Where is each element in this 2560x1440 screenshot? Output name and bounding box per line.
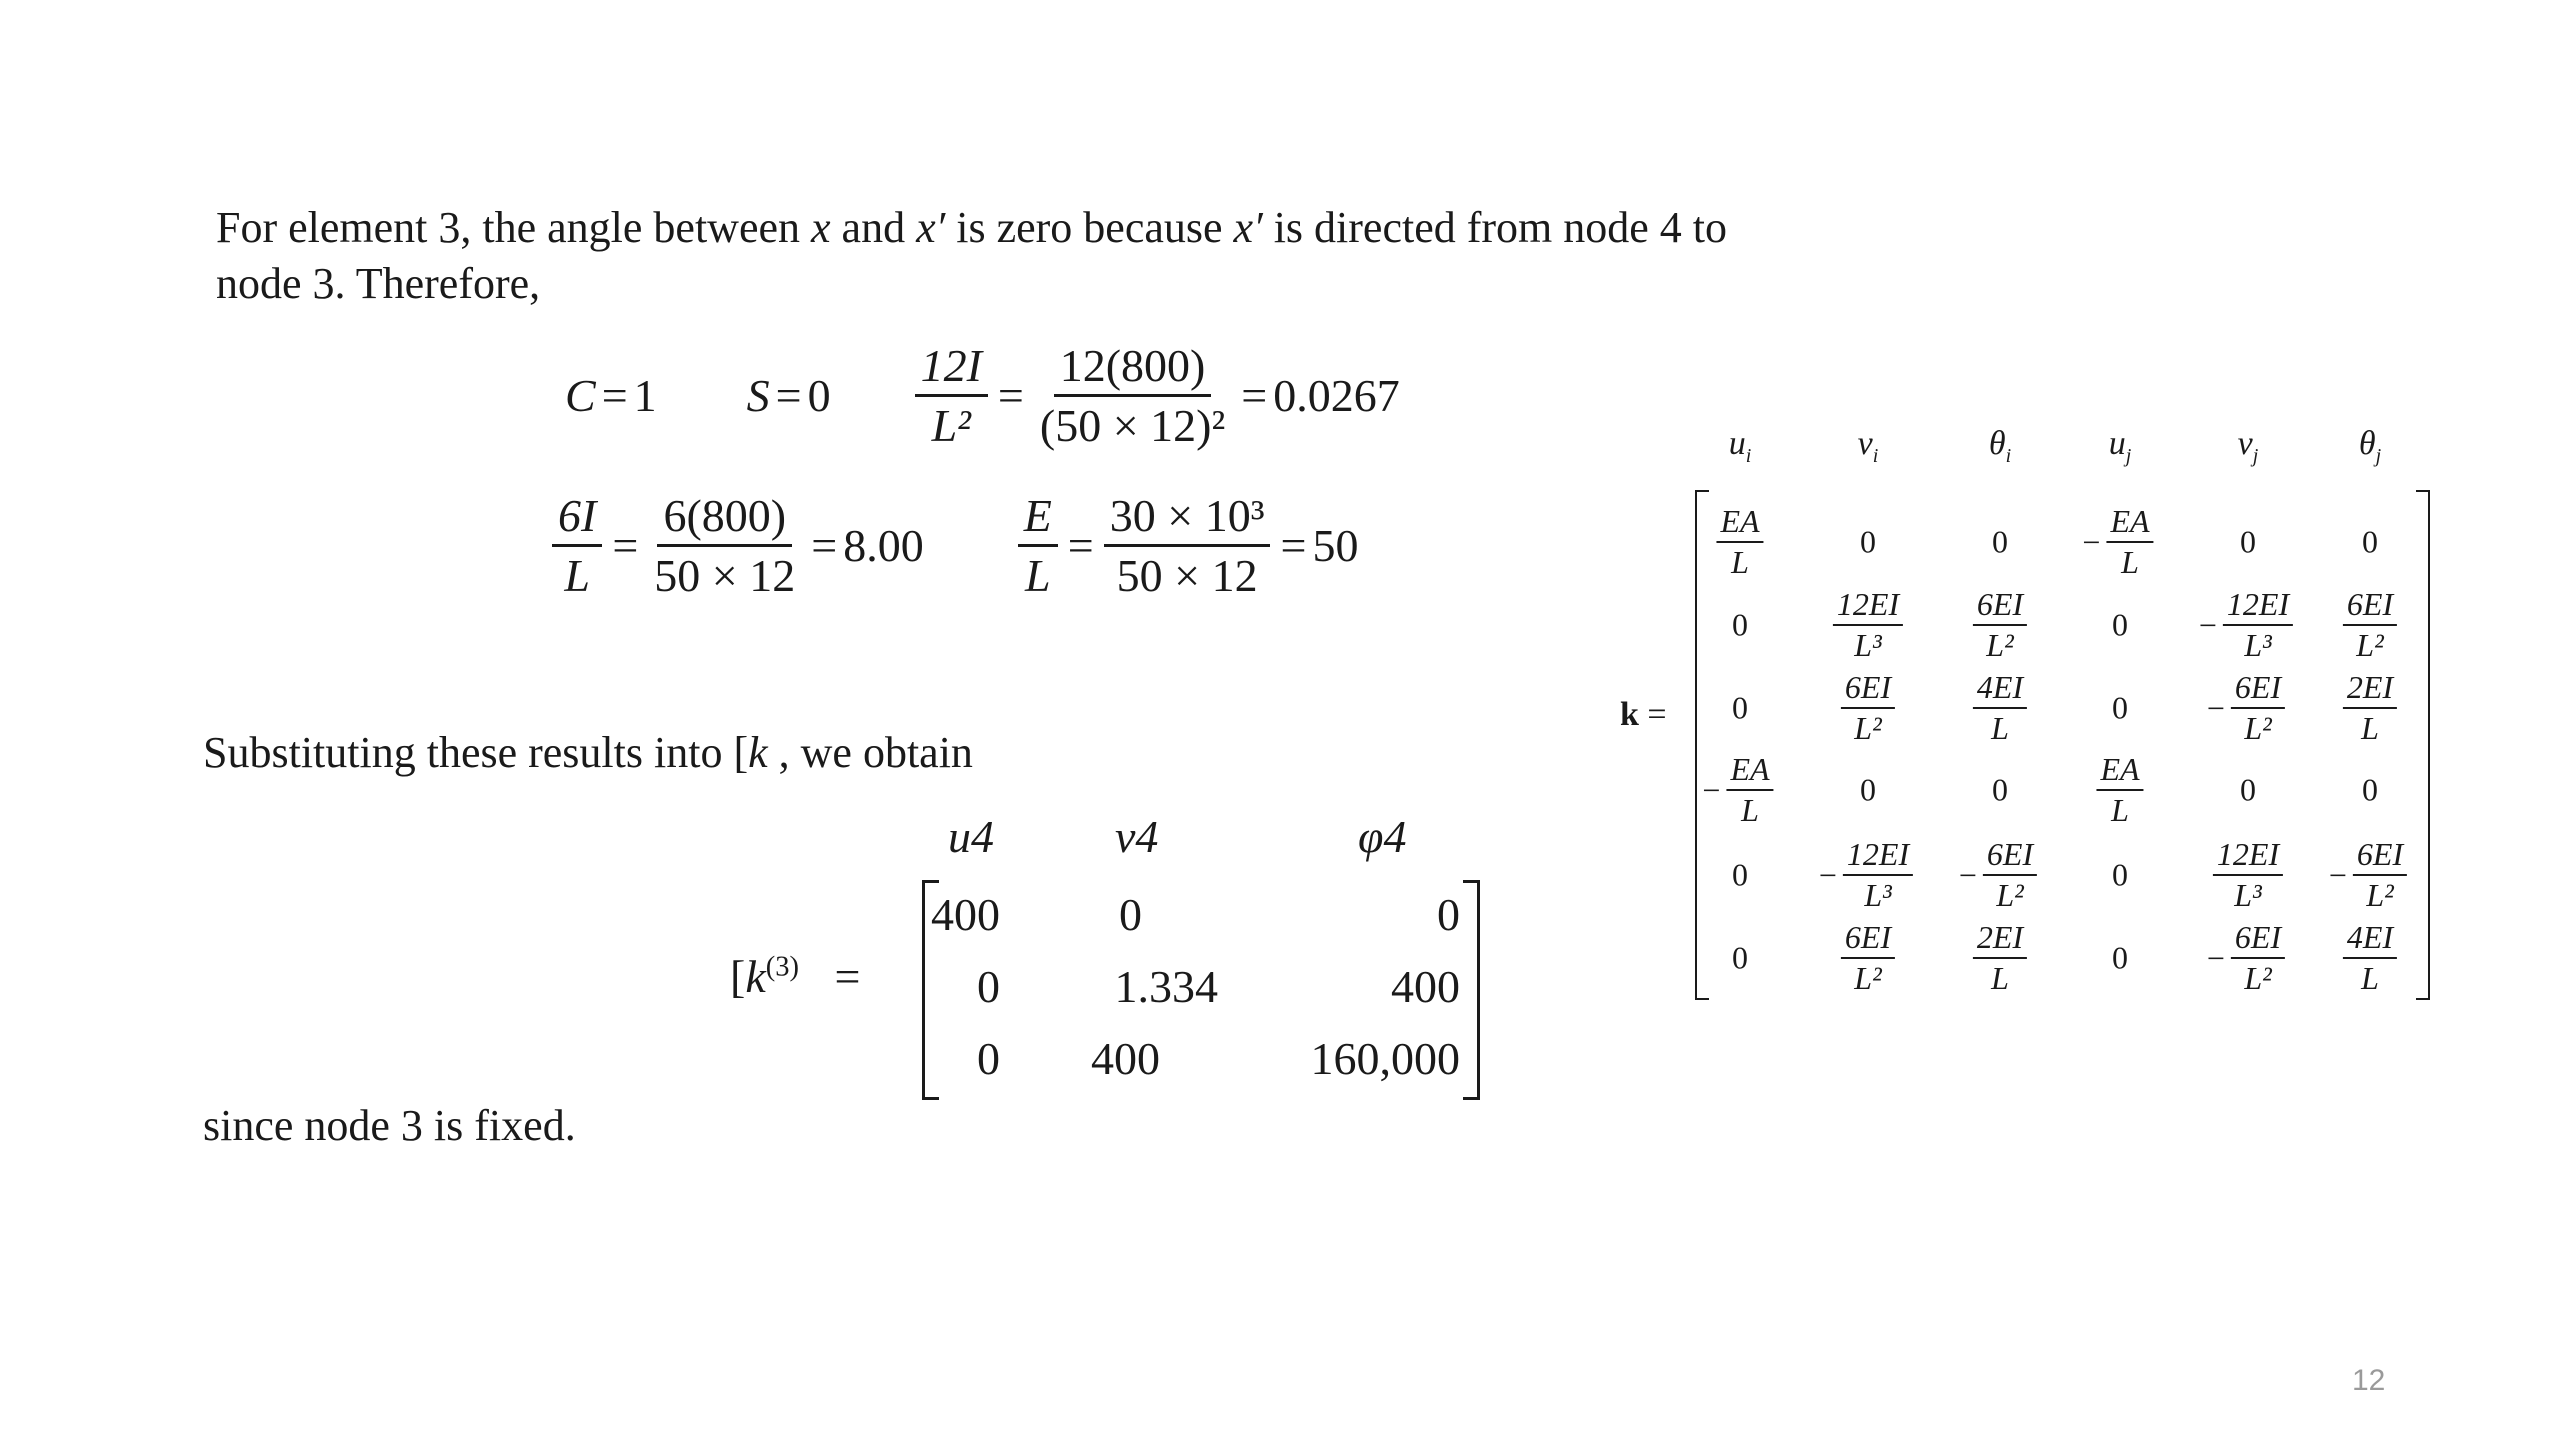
fraction-numerator: 6EI xyxy=(1983,836,2037,876)
equation-row-1 xyxy=(565,335,1400,455)
fraction-numerator: E xyxy=(1018,489,1058,547)
var-k-bold: k xyxy=(1620,696,1639,733)
k-cell-fraction xyxy=(2343,586,2397,664)
k-header xyxy=(1989,425,2011,468)
fraction-numerator: 6EI xyxy=(2353,836,2407,876)
fraction-numerator: EA xyxy=(2096,751,2143,791)
left-bracket xyxy=(1695,490,1709,1000)
intro-line-1 xyxy=(216,200,1727,256)
k-matrix-cell xyxy=(2112,857,2128,894)
k-matrix-cell xyxy=(2339,586,2401,664)
c-label: C xyxy=(565,369,596,421)
fraction-numerator: 6EI xyxy=(1973,586,2027,626)
substituting-line xyxy=(203,725,973,781)
fraction-denominator: L² xyxy=(2244,960,2272,996)
k-matrix-cell xyxy=(1829,586,1907,664)
k-matrix-cell xyxy=(2207,669,2289,747)
fraction-numerator: 12EI xyxy=(1843,836,1913,876)
fraction-6i-l xyxy=(552,489,602,602)
fraction-denominator: L xyxy=(2361,960,2379,996)
k-cell-zero: 0 xyxy=(1860,523,1876,560)
c-value: 1 xyxy=(633,369,657,421)
header-v4: v4 xyxy=(1115,811,1159,862)
k-matrix-cell xyxy=(1732,857,1748,894)
s-value: 0 xyxy=(807,369,831,421)
fraction-denominator: L xyxy=(2121,544,2139,580)
intro-text: For element 3, the angle between xyxy=(216,203,812,252)
k-cell-zero: 0 xyxy=(1732,689,1748,726)
k-matrix-cell xyxy=(2362,524,2378,561)
equals-sign: = xyxy=(811,519,838,571)
k-matrix-cell xyxy=(2240,524,2256,561)
k-cell-sign: − xyxy=(2206,689,2225,726)
k-header xyxy=(1858,425,1879,468)
fraction-denominator: L xyxy=(2111,792,2129,828)
k-cell-zero: 0 xyxy=(1732,856,1748,893)
k-header-subscript: j xyxy=(2125,444,2132,467)
k-header-subscript: j xyxy=(2375,444,2382,467)
k-cell-fraction xyxy=(2343,669,2397,747)
result-0-0267: 0.0267 xyxy=(1273,369,1400,421)
k-cell-zero: 0 xyxy=(1992,523,2008,560)
k-cell-zero: 0 xyxy=(2112,689,2128,726)
matrix-cell: 0 xyxy=(977,1033,1000,1084)
k-header xyxy=(2109,425,2132,468)
fraction-numerator: 6I xyxy=(552,489,602,547)
element-3-matrix xyxy=(730,810,1490,1100)
fraction-e-l xyxy=(1018,489,1058,602)
fraction-denominator: L² xyxy=(2244,710,2272,746)
s-label: S xyxy=(746,369,770,421)
k-matrix-cell xyxy=(1732,607,1748,644)
matrix-body xyxy=(922,880,1480,1100)
equals-sign: = xyxy=(1647,696,1667,733)
k-matrix-cell xyxy=(2339,919,2401,997)
k-matrix-cell xyxy=(2082,503,2157,581)
k-cell-sign: − xyxy=(2206,939,2225,976)
k-matrix-cell xyxy=(1969,919,2031,997)
k-matrix-cell xyxy=(1860,524,1876,561)
intro-paragraph xyxy=(216,200,1727,312)
k-cell-fraction xyxy=(1983,836,2037,914)
fraction-denominator: L³ xyxy=(2244,627,2272,663)
k-matrix-cell xyxy=(2092,751,2147,829)
k-cell-zero: 0 xyxy=(2240,771,2256,808)
fraction-denominator: L xyxy=(1731,544,1749,580)
fraction-numerator: 6EI xyxy=(2231,669,2285,709)
fraction-numerator: 12EI xyxy=(2213,836,2283,876)
k-header xyxy=(2359,425,2381,468)
fraction-denominator: L xyxy=(2361,710,2379,746)
fraction-6-800 xyxy=(648,489,801,602)
k-matrix-cell xyxy=(2112,940,2128,977)
substituting-text: , we obtain xyxy=(767,728,973,777)
fraction-denominator: 50 × 12 xyxy=(1116,549,1258,601)
k-header-symbol: θ xyxy=(1988,425,2006,462)
fraction-denominator: L xyxy=(1991,960,2009,996)
k-cell-zero: 0 xyxy=(2112,606,2128,643)
matrix-cell: 0 xyxy=(1437,889,1460,940)
matrix-cell: 0 xyxy=(977,961,1000,1012)
fraction-numerator: 4EI xyxy=(1973,669,2027,709)
matrix-label xyxy=(730,950,860,1003)
k-header xyxy=(1729,425,1752,468)
k-matrix-cell xyxy=(1969,669,2031,747)
fraction-numerator: 12EI xyxy=(1833,586,1903,626)
k-cell-zero: 0 xyxy=(2240,523,2256,560)
matrix-cell: 160,000 xyxy=(1310,1033,1460,1084)
fraction-numerator: 4EI xyxy=(2343,919,2397,959)
k-cell-fraction xyxy=(1973,669,2027,747)
k-header-subscript: j xyxy=(2252,444,2259,467)
fraction-denominator: L³ xyxy=(1864,877,1892,913)
k-matrix-cell xyxy=(1959,836,2041,914)
closing-line: since node 3 is fixed. xyxy=(203,1101,576,1150)
fraction-denominator: L xyxy=(1024,549,1051,601)
k-cell-fraction xyxy=(1973,586,2027,664)
fraction-denominator: L² xyxy=(1854,960,1882,996)
k-matrix-cell xyxy=(2207,919,2289,997)
k-cell-zero: 0 xyxy=(1860,771,1876,808)
k-matrix-cell xyxy=(1992,524,2008,561)
superscript-3: (3) xyxy=(765,951,799,983)
k-cell-fraction xyxy=(1973,919,2027,997)
k-cell-zero: 0 xyxy=(1732,606,1748,643)
fraction-denominator: L² xyxy=(2356,627,2384,663)
k-cell-fraction xyxy=(2353,836,2407,914)
header-u4: u4 xyxy=(948,811,994,862)
result-8-00: 8.00 xyxy=(843,519,924,571)
fraction-denominator: L² xyxy=(2366,877,2394,913)
fraction-30e3 xyxy=(1104,489,1271,602)
matrix-cell: 1.334 xyxy=(1114,961,1218,1012)
k-matrix-body xyxy=(1695,490,2430,1000)
fraction-numerator: EA xyxy=(1716,503,1763,543)
equals-sign: = xyxy=(1280,519,1307,571)
fraction-numerator: 6EI xyxy=(1841,919,1895,959)
fraction-numerator: 6EI xyxy=(1841,669,1895,709)
fraction-denominator: L³ xyxy=(1854,627,1882,663)
k-cell-fraction xyxy=(2106,503,2153,581)
general-stiffness-matrix xyxy=(1620,425,2450,1005)
equals-sign: = xyxy=(834,951,861,1002)
fraction-denominator: L xyxy=(1741,792,1759,828)
k-header-symbol: u xyxy=(1728,425,1746,462)
matrix-cell: 400 xyxy=(1391,961,1460,1012)
k-cell-fraction xyxy=(1833,586,1903,664)
k-cell-fraction xyxy=(2223,586,2293,664)
fraction-numerator: 6EI xyxy=(2231,919,2285,959)
k-cell-fraction xyxy=(1841,919,1895,997)
fraction-numerator: 2EI xyxy=(1973,919,2027,959)
k-cell-fraction xyxy=(2343,919,2397,997)
k-matrix-cell xyxy=(1732,940,1748,977)
k-cell-sign: − xyxy=(2082,523,2101,560)
k-cell-fraction xyxy=(2231,669,2285,747)
k-cell-zero: 0 xyxy=(1732,939,1748,976)
intro-text: is zero because xyxy=(945,203,1234,252)
k-cell-zero: 0 xyxy=(2112,856,2128,893)
k-cell-sign: − xyxy=(1958,856,1977,893)
var-k: k xyxy=(745,951,766,1002)
k-matrix-cell xyxy=(1702,751,1777,829)
page-number: 12 xyxy=(2352,1364,2386,1397)
intro-text: and xyxy=(830,203,917,252)
fraction-12-800 xyxy=(1034,339,1231,452)
k-matrix-cell xyxy=(2112,690,2128,727)
k-matrix-cell xyxy=(2209,836,2287,914)
k-header-subscript: i xyxy=(1745,444,1752,467)
k-cell-fraction xyxy=(1726,751,1773,829)
k-matrix-cell xyxy=(2199,586,2297,664)
var-x: x xyxy=(811,203,831,252)
right-bracket xyxy=(2416,490,2430,1000)
fraction-numerator: EA xyxy=(1726,751,1773,791)
k-cell-fraction xyxy=(2231,919,2285,997)
k-header xyxy=(2238,425,2259,468)
intro-text: is directed from node 4 to xyxy=(1262,203,1728,252)
k-matrix-cell xyxy=(1819,836,1917,914)
equation-row-2 xyxy=(548,485,1358,605)
k-header-symbol: u xyxy=(2108,425,2126,462)
k-cell-sign: − xyxy=(1702,771,1721,808)
matrix-cell: 400 xyxy=(931,889,1000,940)
k-matrix-cell xyxy=(1837,669,1899,747)
fraction-denominator: L xyxy=(564,549,590,601)
fraction-denominator: L² xyxy=(1986,627,2014,663)
k-cell-fraction xyxy=(1843,836,1913,914)
k-cell-zero: 0 xyxy=(1992,771,2008,808)
fraction-numerator: 12EI xyxy=(2223,586,2293,626)
fraction-numerator: EA xyxy=(2106,503,2153,543)
k-header-symbol: v xyxy=(1857,425,1873,462)
equals-sign: = xyxy=(1241,369,1268,421)
fraction-denominator: L² xyxy=(1854,710,1882,746)
k-matrix-cell xyxy=(1732,690,1748,727)
k-cell-fraction xyxy=(2096,751,2143,829)
fraction-denominator: 50 × 12 xyxy=(654,549,796,601)
k-cell-zero: 0 xyxy=(2362,523,2378,560)
var-k: k xyxy=(748,728,768,777)
k-header-symbol: θ xyxy=(2358,425,2376,462)
fraction-numerator: 12(800) xyxy=(1054,339,1212,397)
fraction-numerator: 30 × 10³ xyxy=(1104,489,1271,547)
k-matrix-cell xyxy=(2112,607,2128,644)
k-matrix-cell xyxy=(2339,669,2401,747)
bracket-open: [ xyxy=(730,951,746,1002)
substituting-text: Substituting these results into [ xyxy=(203,728,749,777)
var-x-prime: x′ xyxy=(1233,203,1263,252)
equals-sign: = xyxy=(1067,519,1094,571)
right-bracket xyxy=(1463,880,1480,1100)
result-50: 50 xyxy=(1312,519,1359,571)
k-matrix-label xyxy=(1620,696,1667,734)
k-cell-sign: − xyxy=(2328,856,2347,893)
k-header-symbol: v xyxy=(2237,425,2253,462)
fraction-denominator: (50 × 12)² xyxy=(1039,399,1226,451)
equals-sign: = xyxy=(997,369,1024,421)
fraction-numerator: 6(800) xyxy=(657,489,792,547)
fraction-numerator: 6EI xyxy=(2343,586,2397,626)
k-matrix-cell xyxy=(1712,503,1767,581)
equals-sign: = xyxy=(601,369,628,421)
fraction-12i-l2 xyxy=(915,339,988,452)
matrix-cell: 400 xyxy=(1091,1033,1160,1084)
fraction-denominator: L³ xyxy=(2234,877,2262,913)
k-cell-sign: − xyxy=(2198,606,2217,643)
fraction-denominator: L² xyxy=(931,399,971,451)
fraction-numerator: 2EI xyxy=(2343,669,2397,709)
k-cell-fraction xyxy=(2213,836,2283,914)
var-x-prime: x′ xyxy=(916,203,946,252)
header-phi4: φ4 xyxy=(1358,811,1407,862)
k-matrix-cell xyxy=(2240,772,2256,809)
k-matrix-cell xyxy=(1992,772,2008,809)
k-cell-sign: − xyxy=(1818,856,1837,893)
k-cell-fraction xyxy=(1716,503,1763,581)
k-cell-zero: 0 xyxy=(2362,771,2378,808)
k-matrix-cell xyxy=(2362,772,2378,809)
k-matrix-cell xyxy=(1969,586,2031,664)
k-header-subscript: i xyxy=(1872,444,1879,467)
equals-sign: = xyxy=(775,369,802,421)
fraction-denominator: L xyxy=(1991,710,2009,746)
intro-line-2: node 3. Therefore, xyxy=(216,259,541,308)
matrix-cell: 0 xyxy=(1119,889,1142,940)
fraction-numerator: 12I xyxy=(915,339,988,397)
k-cell-zero: 0 xyxy=(2112,939,2128,976)
k-matrix-cell xyxy=(2329,836,2411,914)
k-header-subscript: i xyxy=(2005,444,2012,467)
k-matrix-cell xyxy=(1860,772,1876,809)
k-cell-fraction xyxy=(1841,669,1895,747)
equals-sign: = xyxy=(612,519,639,571)
fraction-denominator: L² xyxy=(1996,877,2024,913)
k-matrix-cell xyxy=(1837,919,1899,997)
